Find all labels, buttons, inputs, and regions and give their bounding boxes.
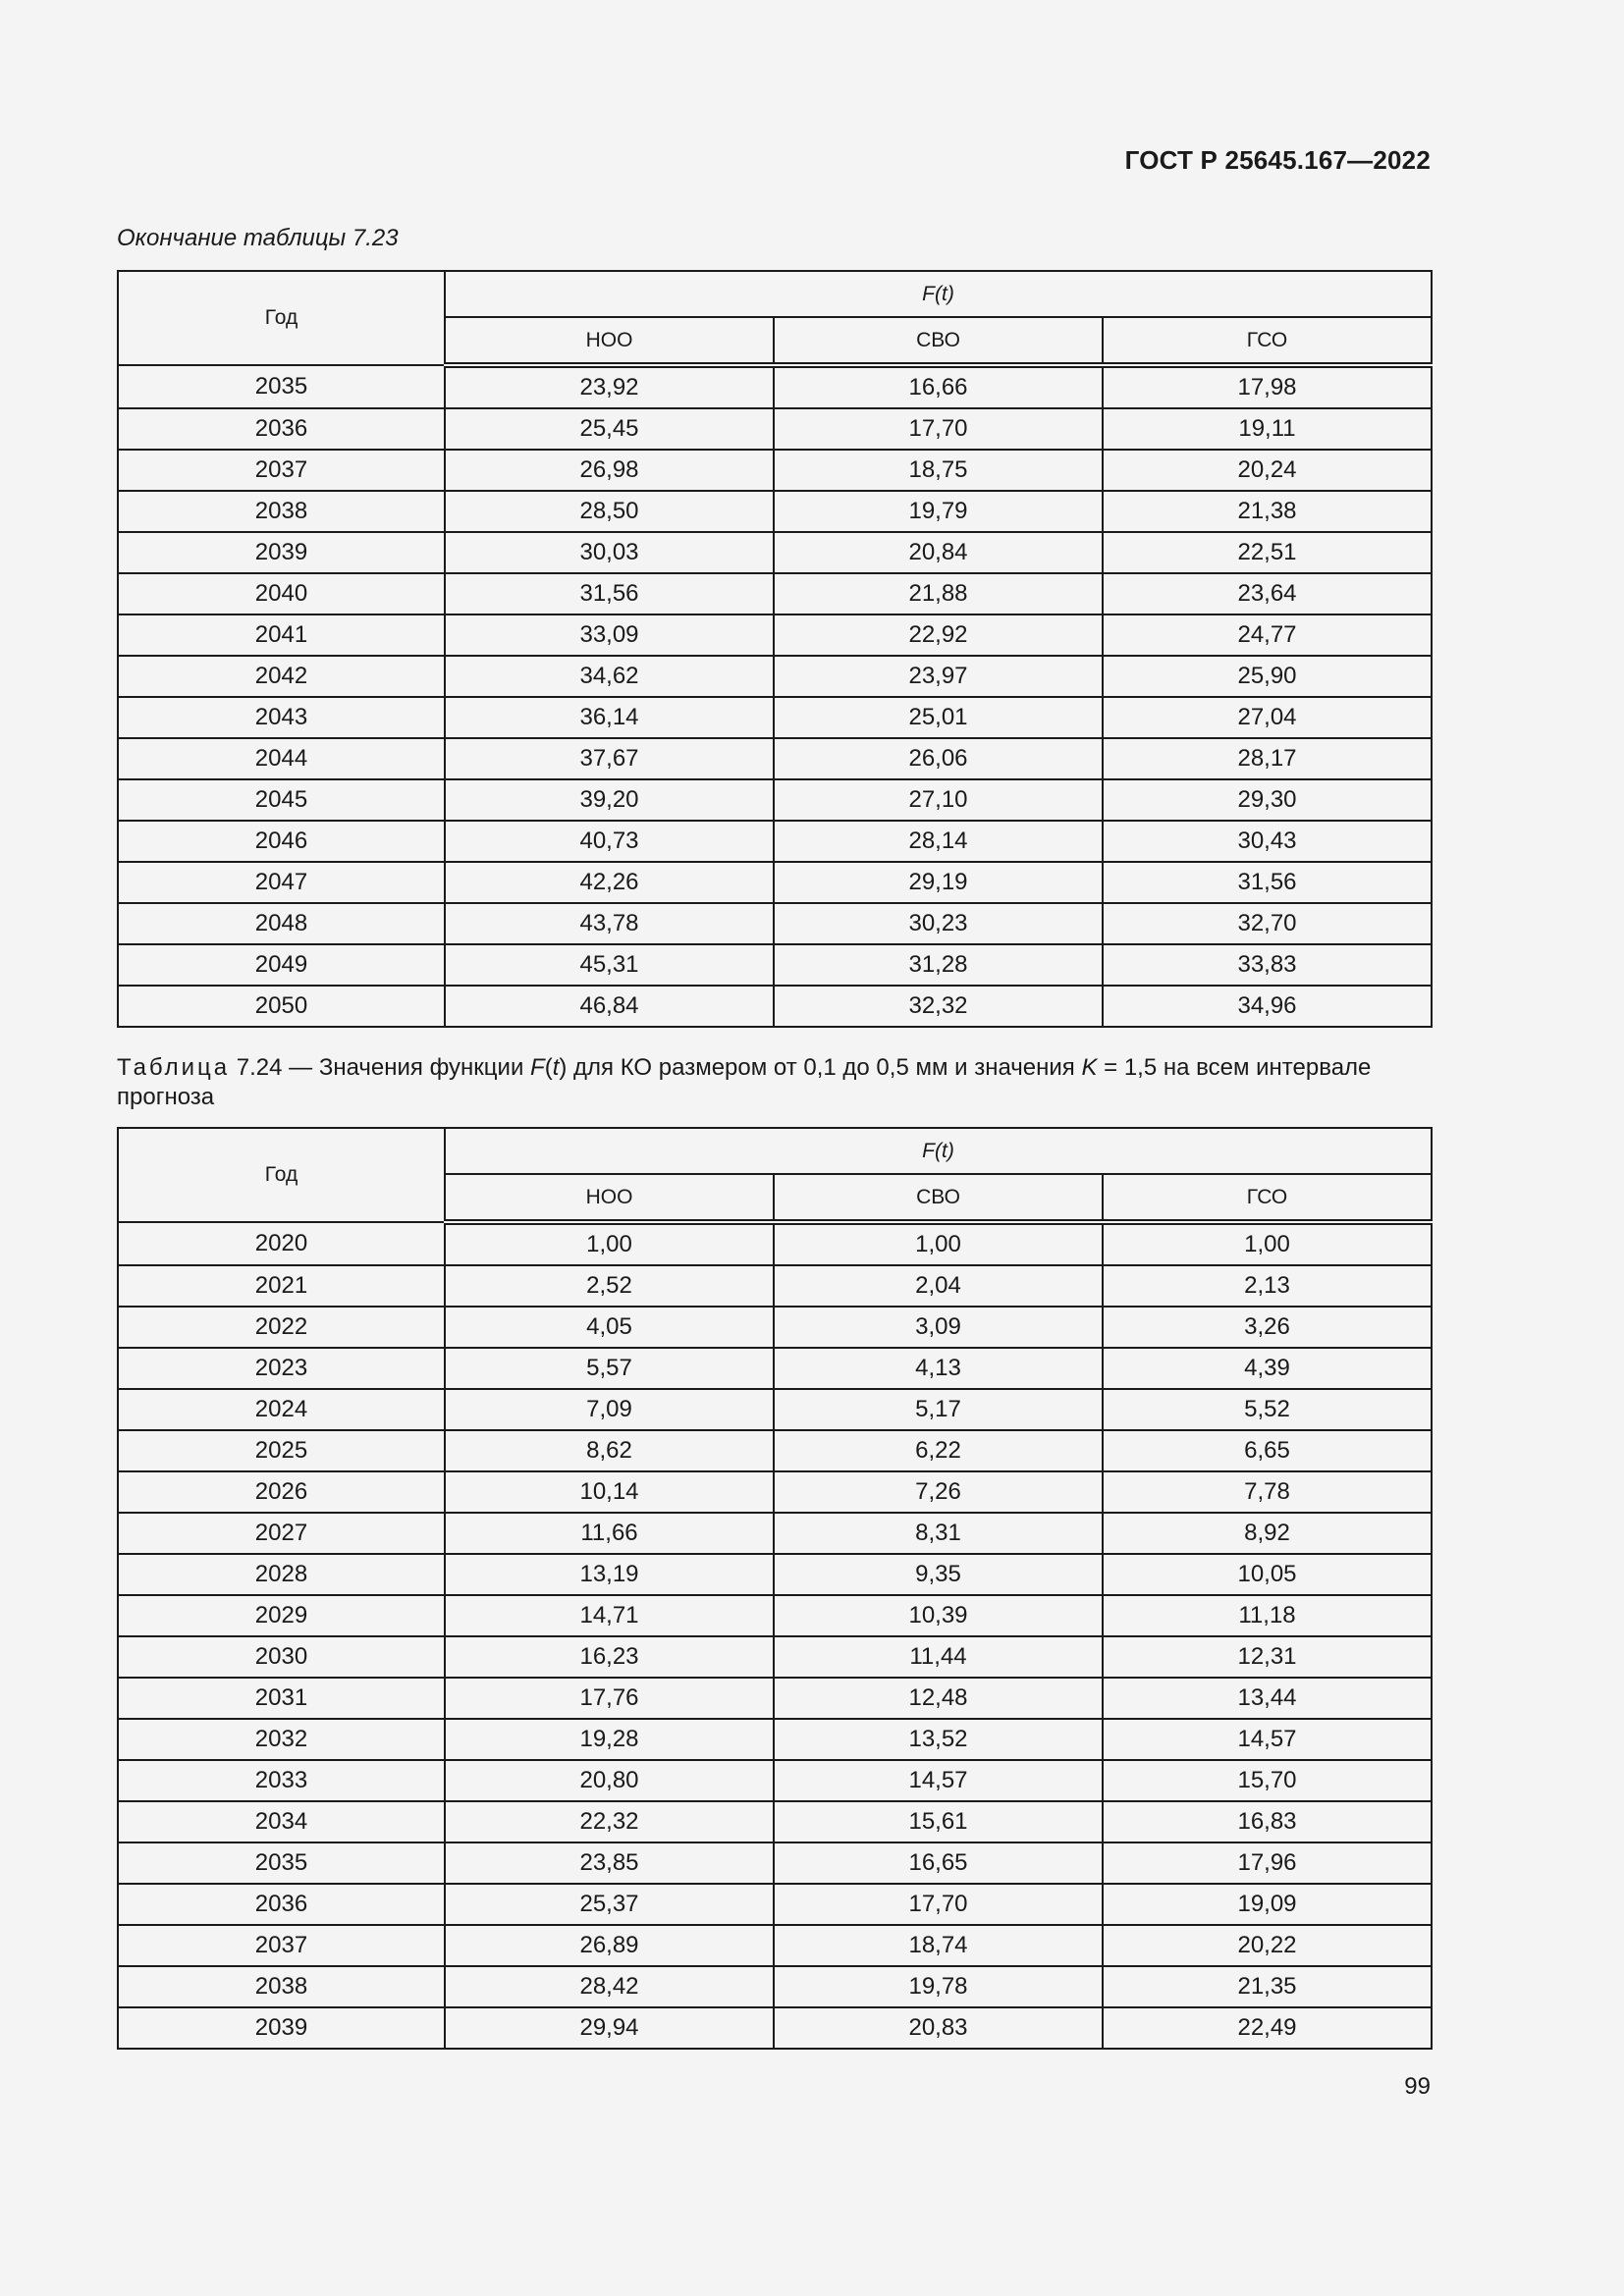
- cell-year: 2038: [118, 491, 445, 532]
- cell-year: 2030: [118, 1636, 445, 1678]
- cell-year: 2045: [118, 779, 445, 821]
- cell-noo: 8,62: [445, 1430, 774, 1471]
- cell-gso: 25,90: [1103, 656, 1432, 697]
- cell-year: 2046: [118, 821, 445, 862]
- cell-noo: 42,26: [445, 862, 774, 903]
- table-row: [118, 365, 1432, 408]
- table-row: [118, 450, 1432, 491]
- cell-year: 2026: [118, 1471, 445, 1513]
- cell-gso: 31,56: [1103, 862, 1432, 903]
- cell-svo: 29,19: [774, 862, 1103, 903]
- table-row: [118, 738, 1432, 779]
- cell-svo: 3,09: [774, 1307, 1103, 1348]
- table-row: [118, 573, 1432, 614]
- column-header-gso: ГСО: [1103, 1174, 1432, 1222]
- cell-svo: 18,74: [774, 1925, 1103, 1966]
- cell-noo: 30,03: [445, 532, 774, 573]
- cell-year: 2047: [118, 862, 445, 903]
- column-header-function: F(t): [445, 1128, 1432, 1174]
- cell-svo: 13,52: [774, 1719, 1103, 1760]
- table-row: [118, 1389, 1432, 1430]
- caption-k-symbol: K: [1081, 1054, 1098, 1081]
- cell-gso: 19,11: [1103, 408, 1432, 450]
- cell-gso: 32,70: [1103, 903, 1432, 944]
- table-row: [118, 1966, 1432, 2007]
- table-row: [118, 779, 1432, 821]
- cell-noo: 22,32: [445, 1801, 774, 1842]
- table-row: [118, 1554, 1432, 1595]
- cell-gso: 22,51: [1103, 532, 1432, 573]
- cell-noo: 43,78: [445, 903, 774, 944]
- cell-noo: 5,57: [445, 1348, 774, 1389]
- cell-svo: 22,92: [774, 614, 1103, 656]
- cell-gso: 5,52: [1103, 1389, 1432, 1430]
- table-row: [118, 1348, 1432, 1389]
- cell-svo: 18,75: [774, 450, 1103, 491]
- table-row: [118, 903, 1432, 944]
- cell-svo: 17,70: [774, 1884, 1103, 1925]
- cell-gso: 4,39: [1103, 1348, 1432, 1389]
- table-row: [118, 1471, 1432, 1513]
- column-header-svo: СВО: [774, 317, 1103, 365]
- cell-svo: 5,17: [774, 1389, 1103, 1430]
- table-row: [118, 986, 1432, 1027]
- cell-noo: 29,94: [445, 2007, 774, 2049]
- cell-year: 2039: [118, 532, 445, 573]
- cell-gso: 13,44: [1103, 1678, 1432, 1719]
- cell-year: 2037: [118, 450, 445, 491]
- table-row: [118, 1513, 1432, 1554]
- cell-noo: 26,98: [445, 450, 774, 491]
- cell-noo: 25,45: [445, 408, 774, 450]
- cell-gso: 28,17: [1103, 738, 1432, 779]
- cell-noo: 25,37: [445, 1884, 774, 1925]
- cell-svo: 31,28: [774, 944, 1103, 986]
- cell-year: 2048: [118, 903, 445, 944]
- cell-gso: 2,13: [1103, 1265, 1432, 1307]
- caption-label: Таблица: [117, 1054, 231, 1081]
- cell-year: 2024: [118, 1389, 445, 1430]
- cell-svo: 11,44: [774, 1636, 1103, 1678]
- cell-gso: 22,49: [1103, 2007, 1432, 2049]
- cell-svo: 8,31: [774, 1513, 1103, 1554]
- table-continuation-caption: Окончание таблицы 7.23: [117, 225, 399, 251]
- cell-svo: 14,57: [774, 1760, 1103, 1801]
- table-row: [118, 1430, 1432, 1471]
- cell-year: 2037: [118, 1925, 445, 1966]
- cell-gso: 1,00: [1103, 1222, 1432, 1265]
- document-id: ГОСТ Р 25645.167—2022: [1124, 145, 1431, 175]
- cell-svo: 26,06: [774, 738, 1103, 779]
- cell-noo: 10,14: [445, 1471, 774, 1513]
- cell-svo: 28,14: [774, 821, 1103, 862]
- cell-svo: 15,61: [774, 1801, 1103, 1842]
- cell-year: 2029: [118, 1595, 445, 1636]
- cell-year: 2049: [118, 944, 445, 986]
- cell-gso: 3,26: [1103, 1307, 1432, 1348]
- cell-year: 2036: [118, 1884, 445, 1925]
- cell-noo: 14,71: [445, 1595, 774, 1636]
- cell-svo: 16,66: [774, 365, 1103, 408]
- cell-svo: 2,04: [774, 1265, 1103, 1307]
- column-header-gso: ГСО: [1103, 317, 1432, 365]
- cell-noo: 20,80: [445, 1760, 774, 1801]
- cell-year: 2041: [118, 614, 445, 656]
- cell-svo: 21,88: [774, 573, 1103, 614]
- table-row: [118, 821, 1432, 862]
- cell-svo: 20,84: [774, 532, 1103, 573]
- table-row: [118, 697, 1432, 738]
- table-row: [118, 1842, 1432, 1884]
- caption-text-3: = 1,5 на всем интервале прогноза: [117, 1054, 1372, 1110]
- cell-noo: 4,05: [445, 1307, 774, 1348]
- column-header-noo: НОО: [445, 317, 774, 365]
- cell-noo: 28,50: [445, 491, 774, 532]
- cell-year: 2050: [118, 986, 445, 1027]
- cell-noo: 37,67: [445, 738, 774, 779]
- caption-f-symbol: F: [530, 1054, 545, 1081]
- cell-noo: 26,89: [445, 1925, 774, 1966]
- cell-gso: 17,98: [1103, 365, 1432, 408]
- cell-year: 2035: [118, 1842, 445, 1884]
- cell-gso: 15,70: [1103, 1760, 1432, 1801]
- cell-svo: 12,48: [774, 1678, 1103, 1719]
- cell-year: 2020: [118, 1222, 445, 1265]
- cell-noo: 31,56: [445, 573, 774, 614]
- cell-year: 2043: [118, 697, 445, 738]
- cell-gso: 8,92: [1103, 1513, 1432, 1554]
- table-row: [118, 1265, 1432, 1307]
- table-row: [118, 862, 1432, 903]
- cell-year: 2035: [118, 365, 445, 408]
- cell-noo: 39,20: [445, 779, 774, 821]
- cell-year: 2039: [118, 2007, 445, 2049]
- cell-noo: 13,19: [445, 1554, 774, 1595]
- column-header-year: Год: [118, 1128, 445, 1222]
- cell-noo: 19,28: [445, 1719, 774, 1760]
- column-header-year: Год: [118, 271, 445, 365]
- table-row: [118, 408, 1432, 450]
- cell-svo: 17,70: [774, 408, 1103, 450]
- table-row: [118, 1925, 1432, 1966]
- cell-gso: 14,57: [1103, 1719, 1432, 1760]
- cell-year: 2025: [118, 1430, 445, 1471]
- cell-gso: 7,78: [1103, 1471, 1432, 1513]
- cell-svo: 7,26: [774, 1471, 1103, 1513]
- cell-gso: 20,22: [1103, 1925, 1432, 1966]
- cell-gso: 29,30: [1103, 779, 1432, 821]
- caption-text-2: для КО размером от 0,1 до 0,5 мм и значения: [567, 1054, 1082, 1081]
- table-row: [118, 944, 1432, 986]
- cell-svo: 16,65: [774, 1842, 1103, 1884]
- cell-gso: 30,43: [1103, 821, 1432, 862]
- table-7-24: [117, 1127, 1433, 2050]
- caption-t-symbol: t: [552, 1054, 560, 1081]
- cell-gso: 34,96: [1103, 986, 1432, 1027]
- cell-svo: 19,79: [774, 491, 1103, 532]
- cell-svo: 10,39: [774, 1595, 1103, 1636]
- cell-noo: 16,23: [445, 1636, 774, 1678]
- cell-year: 2028: [118, 1554, 445, 1595]
- cell-gso: 21,35: [1103, 1966, 1432, 2007]
- caption-text-1: 7.24 — Значения функции: [236, 1054, 531, 1081]
- cell-year: 2032: [118, 1719, 445, 1760]
- cell-gso: 27,04: [1103, 697, 1432, 738]
- cell-year: 2021: [118, 1265, 445, 1307]
- cell-noo: 2,52: [445, 1265, 774, 1307]
- cell-gso: 19,09: [1103, 1884, 1432, 1925]
- table-row: [118, 1222, 1432, 1265]
- column-header-function: F(t): [445, 271, 1432, 317]
- cell-noo: 17,76: [445, 1678, 774, 1719]
- cell-year: 2031: [118, 1678, 445, 1719]
- cell-gso: 11,18: [1103, 1595, 1432, 1636]
- cell-year: 2038: [118, 1966, 445, 2007]
- cell-gso: 23,64: [1103, 573, 1432, 614]
- cell-noo: 11,66: [445, 1513, 774, 1554]
- cell-noo: 45,31: [445, 944, 774, 986]
- cell-svo: 4,13: [774, 1348, 1103, 1389]
- table-row: [118, 1595, 1432, 1636]
- cell-svo: 6,22: [774, 1430, 1103, 1471]
- cell-noo: 46,84: [445, 986, 774, 1027]
- cell-noo: 28,42: [445, 1966, 774, 2007]
- table-row: [118, 656, 1432, 697]
- cell-gso: 24,77: [1103, 614, 1432, 656]
- cell-gso: 6,65: [1103, 1430, 1432, 1471]
- table-row: [118, 1884, 1432, 1925]
- cell-year: 2042: [118, 656, 445, 697]
- cell-svo: 25,01: [774, 697, 1103, 738]
- cell-svo: 1,00: [774, 1222, 1103, 1265]
- table-row: [118, 1801, 1432, 1842]
- cell-svo: 32,32: [774, 986, 1103, 1027]
- page-number: 99: [1404, 2073, 1431, 2100]
- cell-gso: 33,83: [1103, 944, 1432, 986]
- cell-year: 2036: [118, 408, 445, 450]
- cell-noo: 1,00: [445, 1222, 774, 1265]
- column-header-svo: СВО: [774, 1174, 1103, 1222]
- cell-gso: 17,96: [1103, 1842, 1432, 1884]
- cell-noo: 40,73: [445, 821, 774, 862]
- cell-svo: 9,35: [774, 1554, 1103, 1595]
- table-row: [118, 532, 1432, 573]
- cell-year: 2044: [118, 738, 445, 779]
- cell-noo: 7,09: [445, 1389, 774, 1430]
- table-row: [118, 2007, 1432, 2049]
- cell-year: 2027: [118, 1513, 445, 1554]
- cell-year: 2034: [118, 1801, 445, 1842]
- table-row: [118, 1307, 1432, 1348]
- cell-year: 2023: [118, 1348, 445, 1389]
- cell-gso: 20,24: [1103, 450, 1432, 491]
- cell-svo: 27,10: [774, 779, 1103, 821]
- table-row: [118, 1719, 1432, 1760]
- cell-noo: 34,62: [445, 656, 774, 697]
- cell-svo: 30,23: [774, 903, 1103, 944]
- cell-year: 2033: [118, 1760, 445, 1801]
- table-row: [118, 1760, 1432, 1801]
- cell-noo: 36,14: [445, 697, 774, 738]
- cell-gso: 16,83: [1103, 1801, 1432, 1842]
- column-header-noo: НОО: [445, 1174, 774, 1222]
- table-7-23-continuation: [117, 270, 1433, 1028]
- cell-gso: 12,31: [1103, 1636, 1432, 1678]
- cell-svo: 19,78: [774, 1966, 1103, 2007]
- cell-noo: 23,92: [445, 365, 774, 408]
- table-row: [118, 614, 1432, 656]
- table-7-24-caption: Таблица 7.24 — Значения функции F(t) для КО размером от 0,1 до 0,5 мм и значения K = 1,5 на всем интервале прогноза: [117, 1054, 1372, 1110]
- cell-svo: 23,97: [774, 656, 1103, 697]
- table-row: [118, 1636, 1432, 1678]
- cell-year: 2040: [118, 573, 445, 614]
- table-row: [118, 491, 1432, 532]
- cell-svo: 20,83: [774, 2007, 1103, 2049]
- cell-noo: 23,85: [445, 1842, 774, 1884]
- cell-gso: 10,05: [1103, 1554, 1432, 1595]
- cell-year: 2022: [118, 1307, 445, 1348]
- cell-gso: 21,38: [1103, 491, 1432, 532]
- table-row: [118, 1678, 1432, 1719]
- cell-noo: 33,09: [445, 614, 774, 656]
